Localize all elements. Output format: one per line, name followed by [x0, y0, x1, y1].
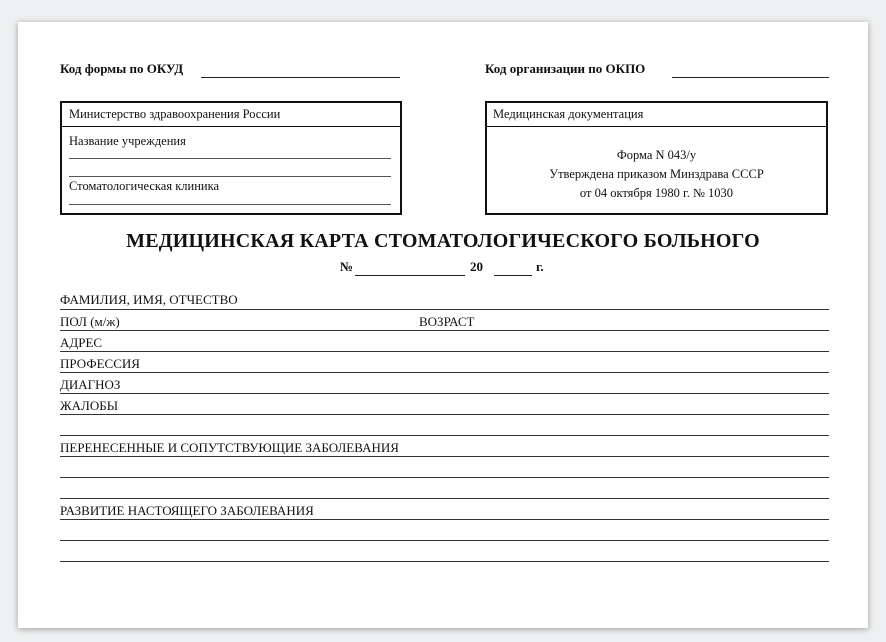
form-sheet — [18, 22, 868, 628]
past-diseases-label: ПЕРЕНЕСЕННЫЕ И СОПУТСТВУЮЩИЕ ЗАБОЛЕВАНИЯ — [60, 440, 399, 455]
past-diseases-line-1[interactable] — [60, 456, 829, 457]
diagnosis-label: ДИАГНОЗ — [60, 377, 121, 392]
institution-box — [60, 101, 402, 215]
year-prefix: 20 — [470, 259, 483, 274]
institution-line-3[interactable] — [69, 204, 391, 205]
complaints-line-1[interactable] — [60, 414, 829, 415]
ministry-text: Министерство здравоохранения России — [69, 107, 281, 121]
fio-line[interactable] — [60, 309, 829, 310]
diagnosis-line[interactable] — [60, 393, 829, 394]
present-disease-line-1[interactable] — [60, 519, 829, 520]
okpo-field[interactable] — [672, 77, 829, 78]
institution-line-1[interactable] — [69, 158, 391, 159]
profession-line[interactable] — [60, 372, 829, 373]
clinic-text: Стоматологическая клиника — [69, 179, 220, 193]
order-text: от 04 октября 1980 г. № 1030 — [579, 186, 734, 200]
institution-line-2[interactable] — [69, 176, 391, 177]
approval-text: Утверждена приказом Минздрава СССР — [549, 167, 764, 181]
present-disease-line-3[interactable] — [60, 561, 829, 562]
fio-label: ФАМИЛИЯ, ИМЯ, ОТЧЕСТВО — [60, 292, 238, 307]
complaints-label: ЖАЛОБЫ — [60, 398, 119, 413]
card-number-field[interactable] — [355, 275, 465, 276]
box-divider — [487, 126, 826, 127]
address-line[interactable] — [60, 351, 829, 352]
year-field[interactable] — [494, 275, 532, 276]
age-label: ВОЗРАСТ — [419, 314, 475, 329]
okpo-label: Код организации по ОКПО — [485, 61, 646, 76]
past-diseases-line-3[interactable] — [60, 498, 829, 499]
okud-label: Код формы по ОКУД — [60, 61, 184, 76]
box-divider — [62, 126, 400, 127]
page-title: МЕДИЦИНСКАЯ КАРТА СТОМАТОЛОГИЧЕСКОГО БОЛЬНОГО — [126, 230, 760, 252]
sex-label: ПОЛ (м/ж) — [60, 314, 120, 329]
number-sign: № — [340, 259, 354, 274]
profession-label: ПРОФЕССИЯ — [60, 356, 140, 371]
past-diseases-line-2[interactable] — [60, 477, 829, 478]
year-suffix: г. — [536, 259, 544, 274]
okud-field[interactable] — [201, 77, 400, 78]
documentation-box — [485, 101, 828, 215]
complaints-line-2[interactable] — [60, 435, 829, 436]
present-disease-label: РАЗВИТИЕ НАСТОЯЩЕГО ЗАБОЛЕВАНИЯ — [60, 503, 314, 518]
institution-label: Название учреждения — [69, 134, 186, 148]
address-label: АДРЕС — [60, 335, 103, 350]
present-disease-line-2[interactable] — [60, 540, 829, 541]
form-number: Форма N 043/у — [616, 148, 697, 162]
documentation-header: Медицинская документация — [493, 107, 644, 121]
sex-age-line[interactable] — [60, 330, 829, 331]
